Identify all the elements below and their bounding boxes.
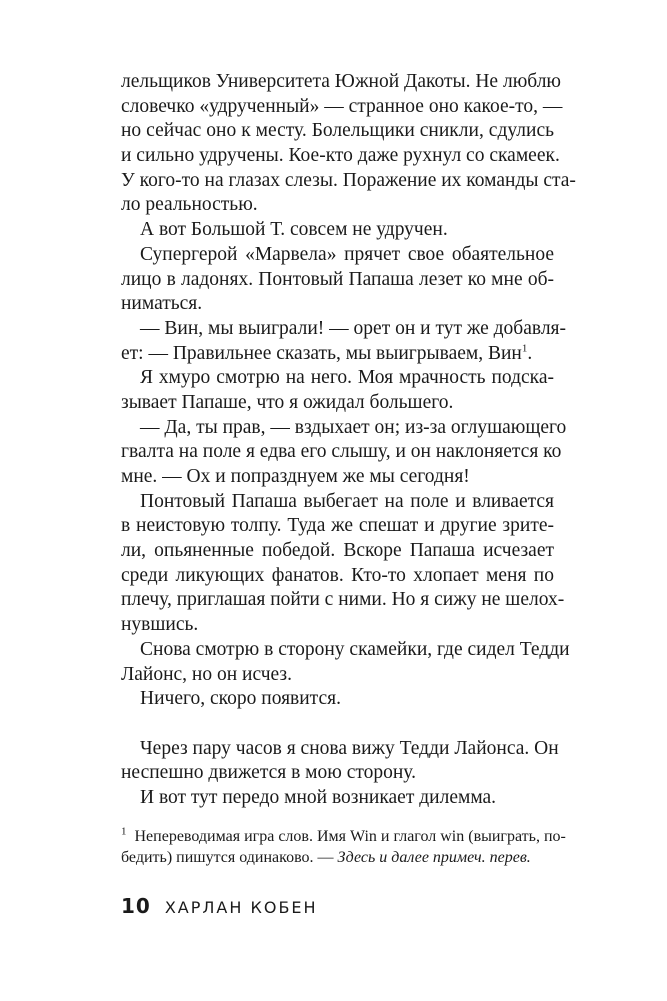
- text-line: — Вин, мы выиграли! — орет он и тут же добавля-: [140, 317, 567, 339]
- footnote-text: бедить) пишутся одинаково. —: [121, 849, 338, 866]
- text-line: ниматься.: [121, 293, 203, 315]
- text-line: но сейчас оно к месту. Болельщики сникли, сдулись: [121, 120, 554, 142]
- footnote-reference: 1: [521, 342, 528, 355]
- footnote-italic: Здесь и далее примеч. перев.: [337, 849, 531, 866]
- text-line: — Да, ты прав, — вздыхает он; из-за оглушающего: [140, 416, 567, 438]
- footnote: [121, 825, 566, 868]
- text-line: плечу, приглашая пойти с ними. Но я сижу не шелох-: [121, 589, 565, 611]
- text-line: гвалта на поле я едва его слышу, и он наклоняется ко: [121, 441, 562, 463]
- text-line: Через пару часов я снова вижу Тедди Лайонса. Он: [140, 737, 559, 759]
- text-line: Супергерой «Марвела» прячет свое обаятельное: [140, 243, 554, 265]
- text-line: Ничего, скоро появится.: [140, 688, 341, 710]
- page-body: [121, 70, 576, 811]
- text-line: Понтовый Папаша выбегает на поле и вливается: [140, 490, 554, 512]
- text-line: в неистовую толпу. Туда же спешат и другие зрите-: [121, 515, 554, 537]
- text-line: И вот тут передо мной возникает дилемма.: [140, 786, 497, 808]
- text-line: нувшись.: [121, 614, 199, 636]
- text-line: Снова смотрю в сторону скамейки, где сидел Тедди: [140, 638, 570, 660]
- author-name: ХАРЛАН КОБЕН: [164, 898, 318, 917]
- running-footer: [121, 894, 318, 918]
- text-line: ли, опьяненные победой. Вскоре Папаша исчезает: [121, 540, 554, 562]
- page-number: 10: [121, 894, 151, 918]
- text-line: Лайонс, но он исчез.: [121, 663, 293, 685]
- text-line: лельщиков Университета Южной Дакоты. Не люблю: [121, 71, 561, 92]
- footnote-line: [121, 825, 566, 847]
- text-line: лицо в ладонях. Понтовый Папаша лезет ко мне об-: [121, 268, 554, 290]
- text-line: словечко «удрученный» — странное оно какое-то, —: [121, 95, 563, 117]
- text-line: и сильно удручены. Кое-кто даже рухнул со скамеек.: [121, 145, 560, 167]
- text-line: неспешно движется в мою сторону.: [121, 762, 416, 784]
- text-line: мне. — Ох и попразднуем же мы сегодня!: [121, 466, 470, 487]
- text-line-content: ет: — Правильнее сказать, мы выигрываем, Вин: [121, 342, 522, 364]
- text-line: У кого-то на глазах слезы. Поражение их команды ста-: [121, 169, 576, 191]
- text-line: Я хмуро смотрю на него. Моя мрачность подска-: [140, 367, 554, 389]
- footnote-marker: 1: [121, 825, 127, 838]
- footnote-text: Непереводимая игра слов. Имя Win и глагол win (выиграть, по-: [134, 828, 566, 845]
- text-line: ет: — Правильнее сказать, мы выигрываем, Вин$^1$.: [121, 342, 533, 364]
- text-line: среди ликующих фанатов. Кто-то хлопает меня по: [121, 564, 554, 586]
- text-line: ло реальностью.: [121, 194, 258, 216]
- footnote-line: [121, 847, 554, 868]
- section-break: [121, 712, 554, 737]
- text-line: зывает Папаше, что я ожидал большего.: [121, 391, 454, 413]
- text-line: А вот Большой Т. совсем не удручен.: [140, 219, 448, 241]
